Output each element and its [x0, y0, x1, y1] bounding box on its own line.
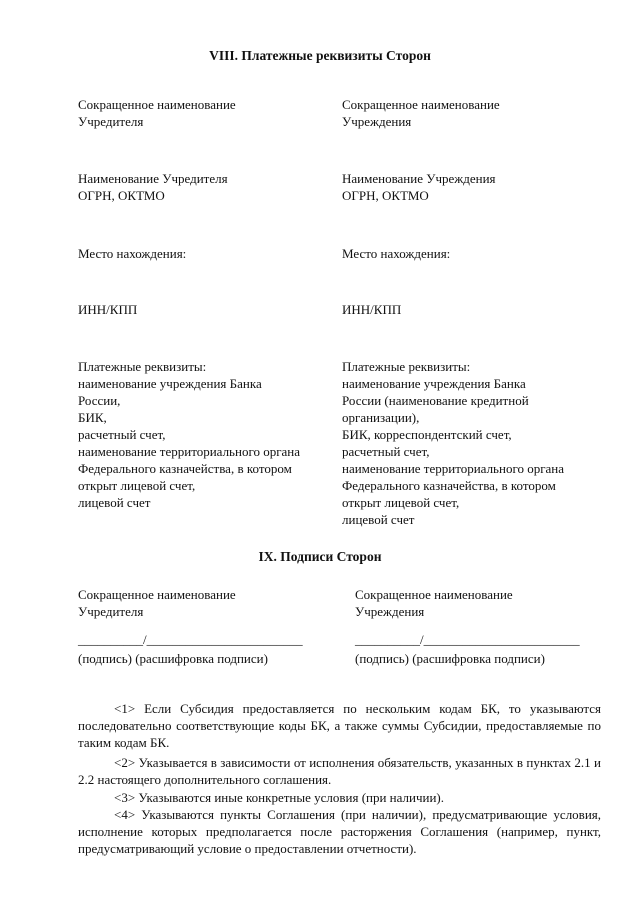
- founder-name-ogrn-label: Наименование Учредителя ОГРН, ОКТМО: [78, 171, 228, 203]
- footnote-1: <1> Если Субсидия предоставляется по нескольким кодам БК, то указываются последовательно соответствующие коды БК, а также суммы Субсидии, предоставляемые по таким кодам БК.: [78, 701, 601, 750]
- founder-payment-details: Платежные реквизиты: наименование учреждения Банка России, БИК, расчетный счет, наименование территориального органа Федерального казначейства, в котором открыт лицевой счет, лицевой счет: [78, 359, 301, 510]
- footnote-4: <4> Указываются пункты Соглашения (при наличии), предусматривающие условия, исполнение которых предполагается после расторжения Соглашения (например, пункт, предусматривающий условие о предоставлении отчетности).: [78, 807, 601, 856]
- signature-institution-short-name: Сокращенное наименование Учреждения: [355, 587, 513, 619]
- founder-location-label: Место нахождения:: [78, 246, 187, 261]
- founder-signature-caption: (подпись) (расшифровка подписи): [78, 651, 268, 666]
- institution-signature-line: __________/________________________: [355, 632, 580, 647]
- founder-inn-kpp-label: ИНН/КПП: [78, 302, 138, 317]
- institution-short-name-label: Сокращенное наименование Учреждения: [342, 97, 500, 129]
- footnote-2: <2> Указывается в зависимости от исполнения обязательств, указанных в пунктах 2.1 и 2.2 настоящего дополнительного соглашения.: [78, 755, 601, 787]
- institution-inn-kpp-label: ИНН/КПП: [342, 302, 402, 317]
- section-8-title: VIII. Платежные реквизиты Сторон: [209, 48, 431, 63]
- institution-location-label: Место нахождения:: [342, 246, 451, 261]
- founder-short-name-label: Сокращенное наименование Учредителя: [78, 97, 236, 129]
- institution-payment-details: Платежные реквизиты: наименование учреждения Банка России (наименование кредитной организации), БИК, корреспондентский счет, расчетный счет, наименование территориального органа Федерального казначейства, в котором открыт лицевой счет, лицевой счет: [342, 359, 565, 527]
- footnote-3: <3> Указываются иные конкретные условия (при наличии).: [114, 790, 445, 805]
- institution-name-ogrn-label: Наименование Учреждения ОГРН, ОКТМО: [342, 171, 496, 203]
- section-9-title: IX. Подписи Сторон: [258, 549, 382, 564]
- signature-founder-short-name: Сокращенное наименование Учредителя: [78, 587, 236, 619]
- founder-signature-line: __________/________________________: [78, 632, 303, 647]
- institution-signature-caption: (подпись) (расшифровка подписи): [355, 651, 545, 666]
